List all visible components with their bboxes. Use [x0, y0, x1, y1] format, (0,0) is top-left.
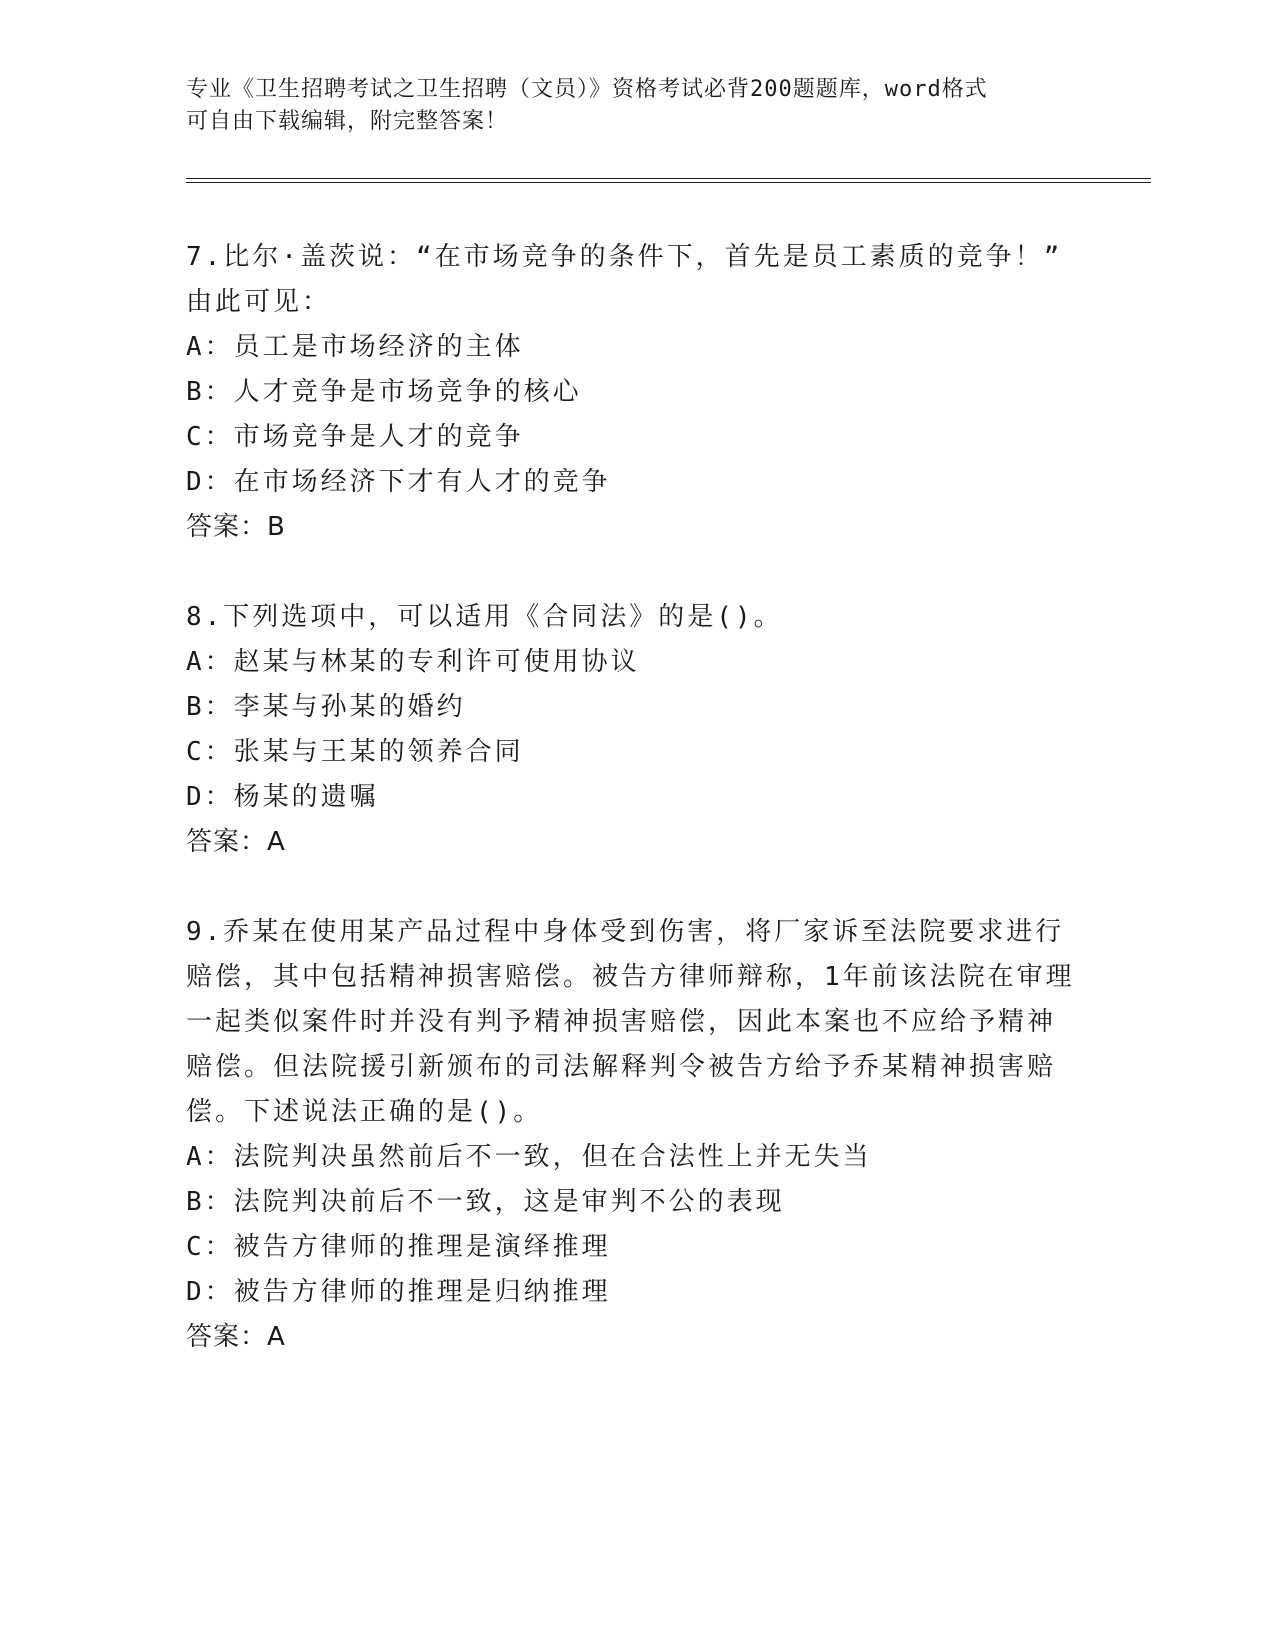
option-c: C：市场竞争是人才的竞争 — [186, 422, 524, 452]
question-stem-line: 8.下列选项中，可以适用《合同法》的是()。 — [186, 602, 783, 632]
header-line-2: 可自由下载编辑，附完整答案！ — [186, 109, 509, 134]
answer-line: 答案：A — [186, 827, 286, 857]
question-list — [186, 235, 1086, 1405]
option-d: D：在市场经济下才有人才的竞争 — [186, 467, 611, 497]
question-8 — [186, 595, 1086, 865]
header-line-1: 专业《卫生招聘考试之卫生招聘（文员）》资格考试必背200题题库，word格式 — [186, 77, 988, 102]
option-a: A：员工是市场经济的主体 — [186, 332, 524, 362]
question-9 — [186, 910, 1086, 1360]
question-stem-line: 赔偿。但法院援引新颁布的司法解释判令被告方给予乔某精神损害赔 — [186, 1052, 1057, 1082]
question-stem-line: 9.乔某在使用某产品过程中身体受到伤害，将厂家诉至法院要求进行 — [186, 917, 1065, 947]
option-c: C：张某与王某的领养合同 — [186, 737, 524, 767]
option-d: D：被告方律师的推理是归纳推理 — [186, 1277, 611, 1307]
question-stem-line: 一起类似案件时并没有判予精神损害赔偿，因此本案也不应给予精神 — [186, 1007, 1057, 1037]
answer-line: 答案：A — [186, 1322, 286, 1352]
option-a: A：赵某与林某的专利许可使用协议 — [186, 647, 640, 677]
header-divider — [186, 178, 1151, 183]
option-b: B：法院判决前后不一致，这是审判不公的表现 — [186, 1187, 785, 1217]
option-b: B：人才竞争是市场竞争的核心 — [186, 377, 582, 407]
option-c: C：被告方律师的推理是演绎推理 — [186, 1232, 611, 1262]
page-header — [186, 74, 1086, 138]
question-stem-line: 由此可见： — [186, 287, 332, 317]
question-stem-line: 7.比尔·盖茨说：“在市场竞争的条件下，首先是员工素质的竞争！” — [186, 242, 1063, 272]
answer-line: 答案：B — [186, 512, 286, 542]
option-d: D：杨某的遗嘱 — [186, 782, 379, 812]
option-a: A：法院判决虽然前后不一致，但在合法性上并无失当 — [186, 1142, 872, 1172]
option-b: B：李某与孙某的婚约 — [186, 692, 466, 722]
question-stem-line: 偿。下述说法正确的是()。 — [186, 1097, 543, 1127]
question-stem-line: 赔偿，其中包括精神损害赔偿。被告方律师辩称，1年前该法院在审理 — [186, 962, 1075, 992]
question-7 — [186, 235, 1086, 550]
